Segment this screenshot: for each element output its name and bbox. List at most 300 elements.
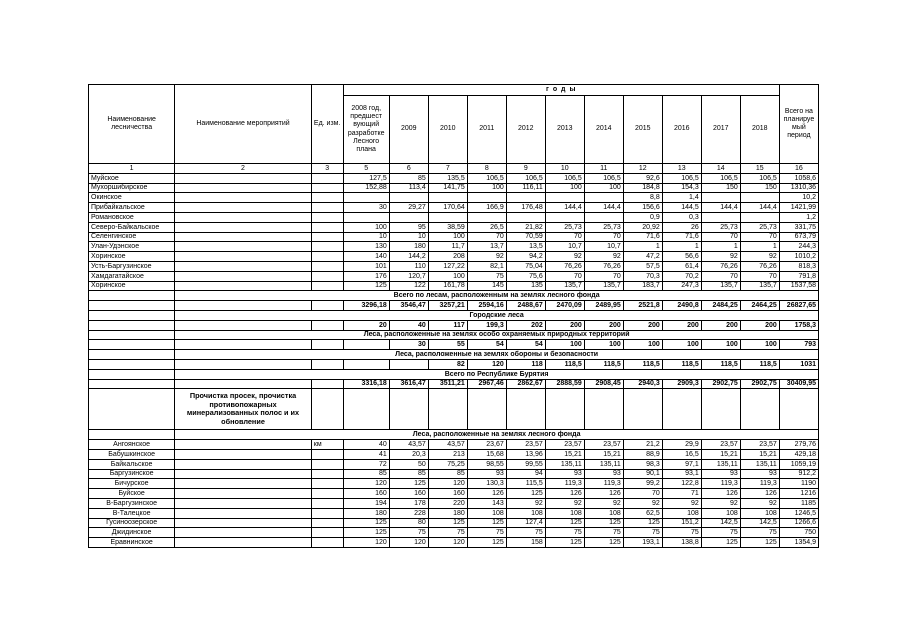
- value-cell: 1: [701, 242, 740, 252]
- value-cell: 10: [343, 232, 389, 242]
- forestry-name: Ангоянское: [89, 440, 175, 450]
- value-cell: 92,6: [623, 173, 662, 183]
- value-cell: 70: [740, 232, 779, 242]
- total-value: 2490,8: [662, 301, 701, 311]
- total-value: 26827,65: [779, 301, 818, 311]
- value-cell: 23,67: [467, 440, 506, 450]
- value-cell: [740, 193, 779, 203]
- value-cell: 13,5: [506, 242, 545, 252]
- value-cell: [428, 212, 467, 222]
- table-row: [89, 212, 819, 222]
- value-cell: 120: [343, 479, 389, 489]
- value-cell: 125: [467, 518, 506, 528]
- value-cell: 25,73: [701, 222, 740, 232]
- table-row: [89, 252, 819, 262]
- total-value: 118,5: [701, 359, 740, 369]
- value-cell: 21,82: [506, 222, 545, 232]
- column-number: 11: [584, 164, 623, 174]
- total-value: 54: [467, 340, 506, 350]
- value-cell: 15,21: [584, 449, 623, 459]
- table-row: [89, 469, 819, 479]
- total-value: 2594,16: [467, 301, 506, 311]
- activity-cell: [175, 469, 312, 479]
- unit-cell: [311, 173, 343, 183]
- forestry-name: В-Баргузинское: [89, 498, 175, 508]
- value-cell: 70: [701, 271, 740, 281]
- forestry-name: Буйское: [89, 489, 175, 499]
- empty-cell: [389, 389, 428, 430]
- forestry-name: Романовское: [89, 212, 175, 222]
- value-cell: 75,6: [506, 271, 545, 281]
- activity-cell: [175, 271, 312, 281]
- table-row: [89, 479, 819, 489]
- total-value: [343, 359, 389, 369]
- value-cell: [506, 212, 545, 222]
- value-cell: 144,4: [740, 203, 779, 213]
- column-number: 10: [545, 164, 584, 174]
- value-cell: 25,73: [740, 222, 779, 232]
- forestry-name: Мухоршибирское: [89, 183, 175, 193]
- value-cell: 100: [545, 183, 584, 193]
- empty-cell: [662, 389, 701, 430]
- year-header: 2016: [662, 96, 701, 164]
- total-value: 2908,45: [584, 379, 623, 389]
- total-value: 100: [740, 340, 779, 350]
- activity-cell: [175, 498, 312, 508]
- value-cell: 92: [740, 252, 779, 262]
- value-cell: 108: [662, 508, 701, 518]
- unit-cell: [311, 232, 343, 242]
- total-value: [389, 359, 428, 369]
- value-cell: 93: [467, 469, 506, 479]
- total-value: 100: [545, 340, 584, 350]
- years-caption: г о д ы: [343, 85, 779, 96]
- value-cell: 135,11: [584, 459, 623, 469]
- value-cell: 38,59: [428, 222, 467, 232]
- activity-cell: [175, 203, 312, 213]
- total-row: [89, 340, 819, 350]
- value-cell: 194: [343, 498, 389, 508]
- value-cell: 62,5: [623, 508, 662, 518]
- activity-cell: [175, 281, 312, 291]
- total-value: 200: [584, 320, 623, 330]
- total-label: [89, 301, 175, 311]
- value-cell: 75: [467, 528, 506, 538]
- total-value: 200: [545, 320, 584, 330]
- activity-cell: [175, 528, 312, 538]
- section-title: Леса, расположенные на землях особо охраняемых природных территорий: [175, 330, 819, 340]
- unit-cell: [311, 459, 343, 469]
- value-cell: 176,48: [506, 203, 545, 213]
- value-cell: 130: [343, 242, 389, 252]
- total-value: 100: [623, 340, 662, 350]
- value-cell: 25,73: [545, 222, 584, 232]
- value-cell: 125: [343, 528, 389, 538]
- empty-cell: [506, 389, 545, 430]
- value-cell: 1: [662, 242, 701, 252]
- forestry-name: Прибайкальское: [89, 203, 175, 213]
- year-header: 2014: [584, 96, 623, 164]
- value-cell: 85: [389, 173, 428, 183]
- forestry-name: Окинское: [89, 193, 175, 203]
- activity-cell: [175, 232, 312, 242]
- total-value: 100: [701, 340, 740, 350]
- value-cell: [545, 193, 584, 203]
- value-cell: 125: [467, 538, 506, 548]
- total-value: 2470,09: [545, 301, 584, 311]
- value-cell: 98,3: [623, 459, 662, 469]
- section-header-row: [89, 291, 819, 301]
- section-header-row: [89, 330, 819, 340]
- total-value: 118,5: [740, 359, 779, 369]
- value-cell: 156,6: [623, 203, 662, 213]
- value-cell: 142,5: [701, 518, 740, 528]
- value-cell: 94,2: [506, 252, 545, 262]
- value-cell: 108: [467, 508, 506, 518]
- total-value: 118,5: [623, 359, 662, 369]
- total-row: [89, 359, 819, 369]
- table-row: [89, 232, 819, 242]
- total-label: [311, 340, 343, 350]
- value-cell: 108: [506, 508, 545, 518]
- value-cell: [389, 212, 428, 222]
- column-number: 13: [662, 164, 701, 174]
- total-value: 2862,67: [506, 379, 545, 389]
- value-cell: 15,21: [545, 449, 584, 459]
- value-cell: 208: [428, 252, 467, 262]
- value-cell: 15,68: [467, 449, 506, 459]
- value-cell: 100: [428, 271, 467, 281]
- empty-cell: [311, 389, 343, 430]
- table-row: [89, 222, 819, 232]
- value-cell: 92: [584, 498, 623, 508]
- value-cell: 92: [545, 252, 584, 262]
- value-cell: 791,8: [779, 271, 818, 281]
- forestry-name: Улан-Удэнское: [89, 242, 175, 252]
- value-cell: 97,1: [662, 459, 701, 469]
- unit-cell: [311, 252, 343, 262]
- value-cell: 135,11: [701, 459, 740, 469]
- value-cell: 750: [779, 528, 818, 538]
- section-title: Всего по лесам, расположенным на землях лесного фонда: [175, 291, 819, 301]
- unit-cell: [311, 183, 343, 193]
- value-cell: 108: [701, 508, 740, 518]
- value-cell: 94: [506, 469, 545, 479]
- value-cell: 57,5: [623, 261, 662, 271]
- total-value: 55: [428, 340, 467, 350]
- value-cell: 116,11: [506, 183, 545, 193]
- section-spacer: [89, 291, 175, 301]
- total-value: 2484,25: [701, 301, 740, 311]
- value-cell: 120: [428, 538, 467, 548]
- value-cell: 110: [389, 261, 428, 271]
- value-cell: 1,4: [662, 193, 701, 203]
- value-cell: 673,79: [779, 232, 818, 242]
- total-label: [89, 379, 175, 389]
- value-cell: 23,57: [701, 440, 740, 450]
- value-cell: 161,78: [428, 281, 467, 291]
- value-cell: 1,2: [779, 212, 818, 222]
- empty-cell: [623, 389, 662, 430]
- empty-cell: [428, 389, 467, 430]
- value-cell: 8,8: [623, 193, 662, 203]
- unit-cell: км: [311, 440, 343, 450]
- value-cell: 135,7: [701, 281, 740, 291]
- total-value: 40: [389, 320, 428, 330]
- value-cell: 70,2: [662, 271, 701, 281]
- value-cell: [428, 193, 467, 203]
- table-row: [89, 518, 819, 528]
- value-cell: 70: [701, 232, 740, 242]
- section-title: Леса, расположенные на землях обороны и безопасности: [175, 350, 819, 360]
- value-cell: 141,75: [428, 183, 467, 193]
- total-label: [311, 301, 343, 311]
- value-cell: 100: [584, 183, 623, 193]
- empty-cell: [584, 389, 623, 430]
- value-cell: 228: [389, 508, 428, 518]
- activity-cell: [175, 183, 312, 193]
- value-cell: 1266,6: [779, 518, 818, 528]
- forestry-name: Байкальское: [89, 459, 175, 469]
- value-cell: 912,2: [779, 469, 818, 479]
- value-cell: 29,27: [389, 203, 428, 213]
- value-cell: 135: [506, 281, 545, 291]
- unit-cell: [311, 498, 343, 508]
- value-cell: 119,3: [740, 479, 779, 489]
- empty-cell: [545, 389, 584, 430]
- activity-cell: [175, 489, 312, 499]
- value-cell: 150: [701, 183, 740, 193]
- forestry-name: Бабушкинское: [89, 449, 175, 459]
- table-row: [89, 498, 819, 508]
- value-cell: 43,57: [428, 440, 467, 450]
- value-cell: 90,1: [623, 469, 662, 479]
- value-cell: 125: [623, 518, 662, 528]
- value-cell: 122,8: [662, 479, 701, 489]
- value-cell: 142,5: [740, 518, 779, 528]
- value-cell: 135,7: [584, 281, 623, 291]
- value-cell: 75: [428, 528, 467, 538]
- value-cell: 75: [662, 528, 701, 538]
- value-cell: 160: [428, 489, 467, 499]
- value-cell: 92: [623, 498, 662, 508]
- value-cell: 70: [740, 271, 779, 281]
- section-title: Всего по Республике Бурятия: [175, 369, 819, 379]
- value-cell: 92: [506, 498, 545, 508]
- value-cell: 15,21: [740, 449, 779, 459]
- value-cell: 1: [740, 242, 779, 252]
- forestry-name: Муйское: [89, 173, 175, 183]
- value-cell: 16,5: [662, 449, 701, 459]
- total-value: 2464,25: [740, 301, 779, 311]
- value-cell: 106,5: [506, 173, 545, 183]
- forestry-name: Хоринское: [89, 252, 175, 262]
- total-value: 2902,75: [701, 379, 740, 389]
- total-label: [311, 320, 343, 330]
- value-cell: 1190: [779, 479, 818, 489]
- value-cell: 70: [584, 271, 623, 281]
- value-cell: [343, 212, 389, 222]
- total-value: 2488,67: [506, 301, 545, 311]
- value-cell: 100: [428, 232, 467, 242]
- section-header-row: [89, 369, 819, 379]
- value-cell: 92: [662, 498, 701, 508]
- activity-cell: [175, 459, 312, 469]
- year-header: 2017: [701, 96, 740, 164]
- value-cell: 247,3: [662, 281, 701, 291]
- value-cell: 40: [343, 440, 389, 450]
- unit-cell: [311, 212, 343, 222]
- table-row: [89, 508, 819, 518]
- total-value: 3316,18: [343, 379, 389, 389]
- value-cell: 135,5: [428, 173, 467, 183]
- value-cell: 82,1: [467, 261, 506, 271]
- activity-cell: [175, 222, 312, 232]
- table-row: [89, 203, 819, 213]
- value-cell: 47,2: [623, 252, 662, 262]
- value-cell: 100: [467, 183, 506, 193]
- total-value: 3546,47: [389, 301, 428, 311]
- section-header-row: [89, 350, 819, 360]
- value-cell: 93: [584, 469, 623, 479]
- total-value: 1758,3: [779, 320, 818, 330]
- value-cell: 15,21: [701, 449, 740, 459]
- value-cell: 75: [506, 528, 545, 538]
- activity-cell: [175, 449, 312, 459]
- total-value: 118,5: [545, 359, 584, 369]
- activity-cell: [175, 508, 312, 518]
- total-label: [175, 340, 312, 350]
- value-cell: 127,4: [506, 518, 545, 528]
- empty-cell: [779, 389, 818, 430]
- column-number: 16: [779, 164, 818, 174]
- section-title: Леса, расположенные на землях лесного фонда: [175, 430, 819, 440]
- value-cell: 152,88: [343, 183, 389, 193]
- unit-cell: [311, 261, 343, 271]
- value-cell: 70: [467, 232, 506, 242]
- total-value: 118,5: [584, 359, 623, 369]
- unit-cell: [311, 518, 343, 528]
- value-cell: 20,3: [389, 449, 428, 459]
- value-cell: 70: [545, 271, 584, 281]
- total-value: 120: [467, 359, 506, 369]
- total-label: [311, 359, 343, 369]
- value-cell: 120: [389, 538, 428, 548]
- year-header: 2018: [740, 96, 779, 164]
- value-cell: 1185: [779, 498, 818, 508]
- activity-cell: [175, 440, 312, 450]
- total-value: 30409,95: [779, 379, 818, 389]
- total-value: 30: [389, 340, 428, 350]
- table-row: [89, 449, 819, 459]
- value-cell: 93: [701, 469, 740, 479]
- total-value: 200: [623, 320, 662, 330]
- empty-cell: [343, 389, 389, 430]
- value-cell: 120: [343, 538, 389, 548]
- value-cell: 1246,5: [779, 508, 818, 518]
- value-cell: 144,4: [545, 203, 584, 213]
- column-number: 6: [389, 164, 428, 174]
- value-cell: 1310,36: [779, 183, 818, 193]
- value-cell: 180: [428, 508, 467, 518]
- value-cell: 56,6: [662, 252, 701, 262]
- value-cell: 99,2: [623, 479, 662, 489]
- total-label: [89, 340, 175, 350]
- value-cell: 75: [467, 271, 506, 281]
- total-value: 200: [701, 320, 740, 330]
- value-cell: 144,4: [701, 203, 740, 213]
- activity-cell: [175, 173, 312, 183]
- value-cell: 119,3: [701, 479, 740, 489]
- value-cell: 180: [389, 242, 428, 252]
- value-cell: 178: [389, 498, 428, 508]
- value-cell: 119,3: [545, 479, 584, 489]
- value-cell: 71,6: [623, 232, 662, 242]
- unit-cell: [311, 508, 343, 518]
- total-value: [343, 340, 389, 350]
- year-header: 2013: [545, 96, 584, 164]
- value-cell: 151,2: [662, 518, 701, 528]
- unit-cell: [311, 193, 343, 203]
- column-number: 7: [428, 164, 467, 174]
- value-cell: [506, 193, 545, 203]
- column-number: 14: [701, 164, 740, 174]
- value-cell: 244,3: [779, 242, 818, 252]
- value-cell: 101: [343, 261, 389, 271]
- column-number: 3: [311, 164, 343, 174]
- value-cell: 1010,2: [779, 252, 818, 262]
- year-header: 2012: [506, 96, 545, 164]
- value-cell: 126: [584, 489, 623, 499]
- value-cell: 160: [343, 489, 389, 499]
- value-cell: [545, 212, 584, 222]
- value-cell: 108: [584, 508, 623, 518]
- total-value: 118,5: [662, 359, 701, 369]
- value-cell: 10,7: [584, 242, 623, 252]
- value-cell: 95: [389, 222, 428, 232]
- value-cell: 331,75: [779, 222, 818, 232]
- table-row: [89, 173, 819, 183]
- value-cell: 130,3: [467, 479, 506, 489]
- value-cell: 1421,99: [779, 203, 818, 213]
- value-cell: 1059,19: [779, 459, 818, 469]
- value-cell: 150: [740, 183, 779, 193]
- value-cell: 184,8: [623, 183, 662, 193]
- value-cell: 93: [545, 469, 584, 479]
- value-cell: 145: [467, 281, 506, 291]
- value-cell: 125: [545, 518, 584, 528]
- value-cell: 127,5: [343, 173, 389, 183]
- value-cell: 170,64: [428, 203, 467, 213]
- value-cell: 75,04: [506, 261, 545, 271]
- value-cell: 25,73: [584, 222, 623, 232]
- total-value: 1031: [779, 359, 818, 369]
- value-cell: 20,92: [623, 222, 662, 232]
- total-value: 3257,21: [428, 301, 467, 311]
- value-cell: 0,3: [662, 212, 701, 222]
- column-number: 12: [623, 164, 662, 174]
- total-label: [175, 320, 312, 330]
- year-header: 2010: [428, 96, 467, 164]
- activity-block-row: [89, 389, 819, 430]
- total-value: 199,3: [467, 320, 506, 330]
- value-cell: 166,9: [467, 203, 506, 213]
- value-cell: 72: [343, 459, 389, 469]
- total-value: 3296,18: [343, 301, 389, 311]
- value-cell: 106,5: [545, 173, 584, 183]
- value-cell: 125: [584, 538, 623, 548]
- value-cell: 138,8: [662, 538, 701, 548]
